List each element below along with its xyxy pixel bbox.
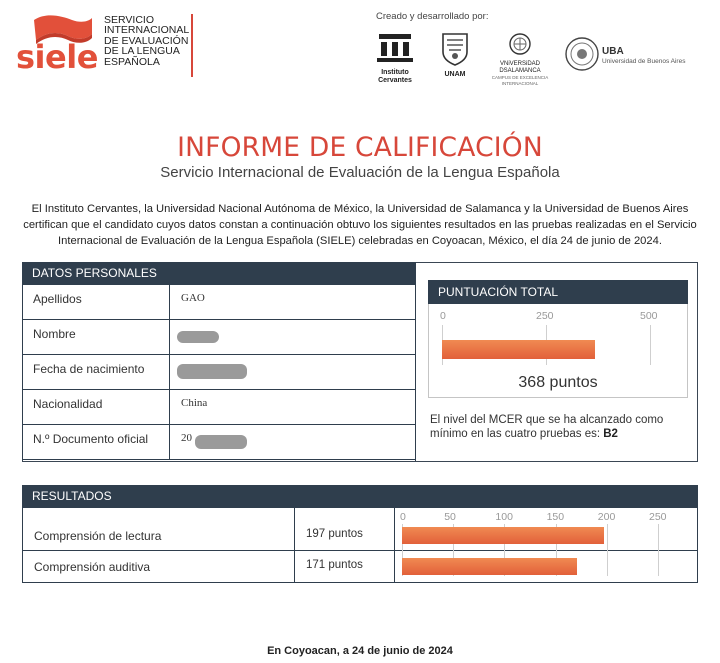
row-label: Apellidos [33, 292, 82, 306]
row-label: Nombre [33, 327, 76, 341]
uba-acronym: UBA [602, 46, 624, 57]
report-title: INFORME DE CALIFICACIÓN [177, 132, 543, 163]
table-row [22, 390, 416, 425]
row-value: 20 [181, 432, 192, 444]
result-value: 171 puntos [306, 559, 363, 571]
column-separator [169, 390, 170, 424]
column-separator [169, 355, 170, 389]
siele-desc-line: DE EVALUACIÓN [104, 34, 189, 47]
column-separator [169, 425, 170, 459]
report-intro: El Instituto Cervantes, la Universidad Nacional Autónoma de México, la Universidad de Salamanca y la Universidad de Buenos Aires certifican que el candidato cuyos datos constan a continuación obtuvo los siguientes resultados en las pruebas realizadas en el Servicio Internacional de Evaluación de la Lengua Española (SIELE) celebradas en Coyoacan, México, el día 24 de junio de 2024. [23, 203, 697, 247]
salamanca-caption: VNiVERSiDAD [499, 61, 540, 67]
column-separator [169, 285, 170, 319]
mcer-level: B2 [603, 428, 618, 440]
scale-gridline [650, 325, 651, 365]
uba-seal-icon [564, 36, 600, 72]
row-value: China [181, 397, 208, 409]
redaction-mark [177, 331, 219, 343]
redaction-mark [195, 435, 247, 449]
table-border [415, 285, 416, 461]
row-label: Nacionalidad [33, 397, 103, 411]
uba-name: Universidad de Buenos Aires [602, 58, 686, 65]
scale-tick-label: 250 [649, 511, 667, 523]
scale-tick-label: 0 [440, 310, 446, 322]
row-label: N.º Documento oficial [33, 432, 149, 446]
siele-desc-line: SERVICIO [104, 14, 154, 26]
uba-logo [564, 36, 600, 72]
scale-tick-label: 250 [536, 310, 554, 322]
column-separator [169, 320, 170, 354]
result-score-bar [402, 527, 604, 544]
result-value: 197 puntos [306, 528, 363, 540]
siele-desc-line: ESPAÑOLA [104, 55, 160, 68]
personal-data-table [22, 285, 416, 460]
scale-tick-label: 50 [444, 511, 456, 523]
cervantes-emblem-icon [375, 32, 415, 64]
siele-desc-line: DE LA LENGUA [104, 45, 180, 58]
scale-tick-label: 200 [597, 511, 616, 523]
scale-tick-label: 500 [640, 310, 658, 322]
cervantes-caption: Instituto [381, 69, 409, 76]
table-row [22, 355, 416, 390]
siele-logo-word: siele [16, 38, 98, 76]
universidad-salamanca-logo [488, 32, 552, 87]
mcer-text: El nivel del MCER que se ha alcanzado como mínimo en las cuatro pruebas es: [430, 414, 664, 440]
total-score-bar [442, 340, 595, 359]
salamanca-caption: DSALAMANCA [499, 68, 541, 74]
result-label: Comprensión de lectura [34, 529, 162, 543]
salamanca-seal-icon [507, 32, 533, 56]
table-row [22, 285, 416, 320]
row-value: GAO [181, 292, 205, 304]
salamanca-caption-small: CAMPUS DE EXCELENCIA INTERNACIONAL [491, 75, 549, 86]
report-subtitle: Servicio Internacional de Evaluación de la Lengua Española [160, 164, 560, 181]
issue-place-date: En Coyoacan, a 24 de junio de 2024 [267, 645, 453, 657]
scale-tick-label: 0 [400, 511, 406, 523]
scale-tick-label: 100 [495, 511, 513, 523]
scale-tick-label: 150 [546, 511, 565, 523]
unam-shield-icon [440, 32, 470, 66]
row-label: Fecha de nacimiento [33, 362, 145, 376]
result-row-auditiva [22, 551, 698, 583]
results-header: RESULTADOS [22, 485, 698, 508]
redaction-mark [177, 364, 247, 379]
mcer-level-note [430, 413, 692, 441]
siele-desc-line: INTERNACIONAL [104, 24, 190, 37]
partners-label: Creado y desarrollado por: [376, 11, 489, 22]
total-score-header: PUNTUACIÓN TOTAL [428, 280, 688, 304]
personal-data-header: DATOS PERSONALES [22, 262, 416, 285]
total-score-value: 368 puntos [518, 374, 598, 391]
table-row [22, 320, 416, 355]
cervantes-caption: Cervantes [378, 77, 412, 84]
unam-caption: UNAM [444, 71, 466, 78]
result-label: Comprensión auditiva [34, 560, 151, 574]
scale-gridline [607, 524, 608, 576]
siele-description [104, 15, 194, 67]
instituto-cervantes-logo [372, 32, 418, 85]
unam-logo [436, 32, 474, 79]
result-score-bar [402, 558, 577, 575]
header-divider [191, 14, 193, 77]
table-row [22, 425, 416, 460]
scale-gridline [658, 524, 659, 576]
